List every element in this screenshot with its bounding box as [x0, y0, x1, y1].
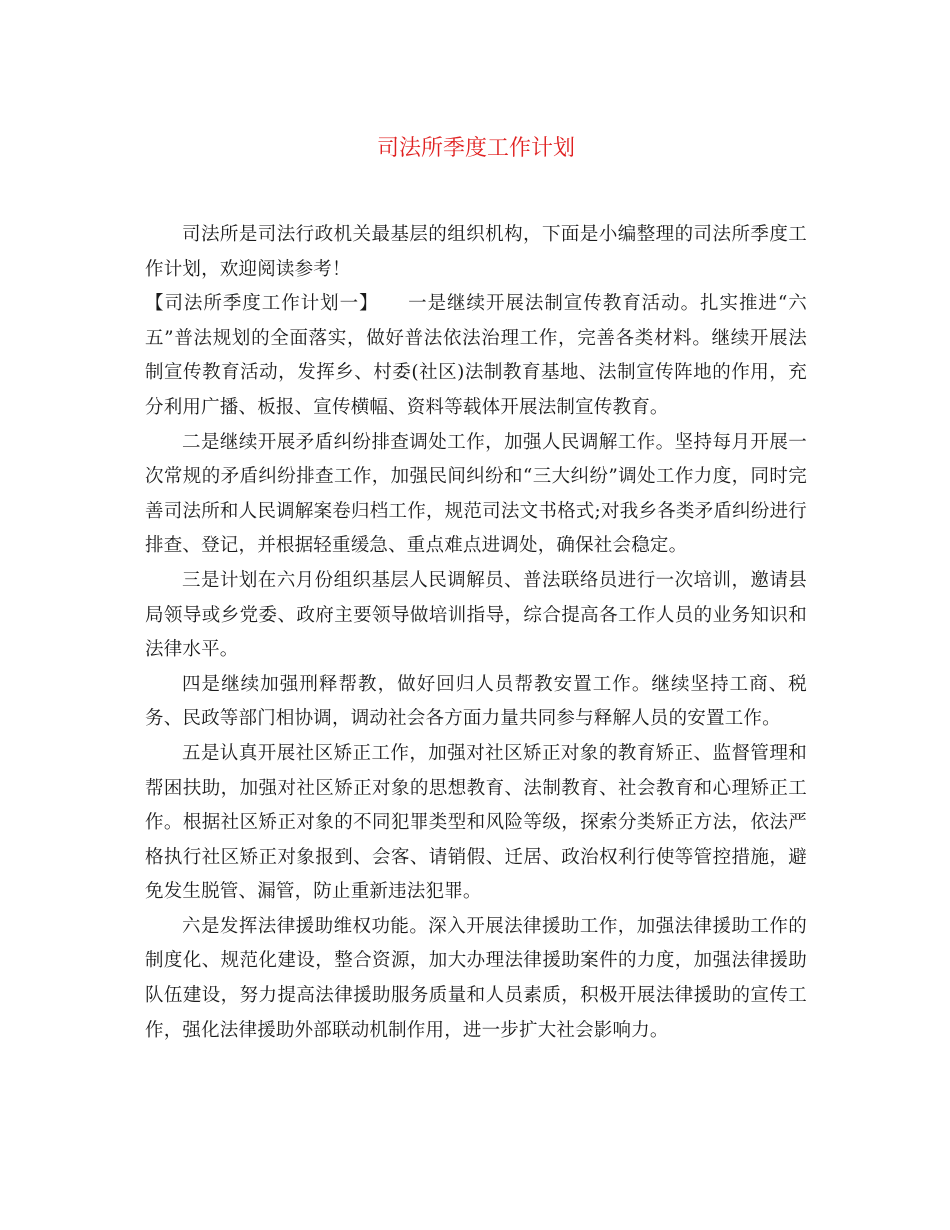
- document-body: [145, 218, 807, 1048]
- paragraph-4: 四是继续加强刑释帮教，做好回归人员帮教安置工作。继续坚持工商、税务、民政等部门相协调，调动社会各方面力量共同参与释解人员的安置工作。: [145, 673, 807, 730]
- paragraph-5: 五是认真开展社区矫正工作，加强对社区矫正对象的教育矫正、监督管理和帮困扶助，加强对社区矫正对象的思想教育、法制教育、社会教育和心理矫正工作。根据社区矫正对象的不同犯罪类型和风险等级，探索分类矫正方法，依法严格执行社区矫正对象报到、会客、请销假、迁居、政治权利行使等管控措施，避免发生脱管、漏管，防止重新违法犯罪。: [145, 742, 807, 903]
- document-title: 司法所季度工作计划: [376, 136, 575, 161]
- paragraph-2: 二是继续开展矛盾纠纷排查调处工作，加强人民调解工作。坚持每月开展一次常规的矛盾纠纷排查工作，加强民间纠纷和“三大纠纷”调处工作力度，同时完善司法所和人民调解案卷归档工作，规范司法文书格式;对我乡各类矛盾纠纷进行排查、登记，并根据轻重缓急、重点难点进调处，确保社会稳定。: [145, 431, 807, 557]
- section-heading: 【司法所季度工作计划一】: [145, 293, 379, 315]
- section-first-paragraph: [145, 287, 807, 425]
- paragraph-6: 六是发挥法律援助维权功能。深入开展法律援助工作，加强法律援助工作的制度化、规范化建设，整合资源，加大办理法律援助案件的力度，加强法律援助队伍建设，努力提高法律援助服务质量和人员素质，积极开展法律援助的宣传工作，强化法律援助外部联动机制作用，进一步扩大社会影响力。: [145, 915, 807, 1041]
- intro-paragraph: 司法所是司法行政机关最基层的组织机构，下面是小编整理的司法所季度工作计划，欢迎阅读参考！: [145, 224, 807, 280]
- paragraph-1: 一是继续开展法制宣传教育活动。扎实推进“六五”普法规划的全面落实，做好普法依法治理工作，完善各类材料。继续开展法制宣传教育活动，发挥乡、村委(社区)法制教育基地、法制宣传阵地的作用，充分利用广播、板报、宣传横幅、资料等载体开展法制宣传教育。: [145, 293, 807, 418]
- paragraph-3: 三是计划在六月份组织基层人民调解员、普法联络员进行一次培训，邀请县局领导或乡党委、政府主要领导做培训指导，综合提高各工作人员的业务知识和法律水平。: [145, 569, 807, 661]
